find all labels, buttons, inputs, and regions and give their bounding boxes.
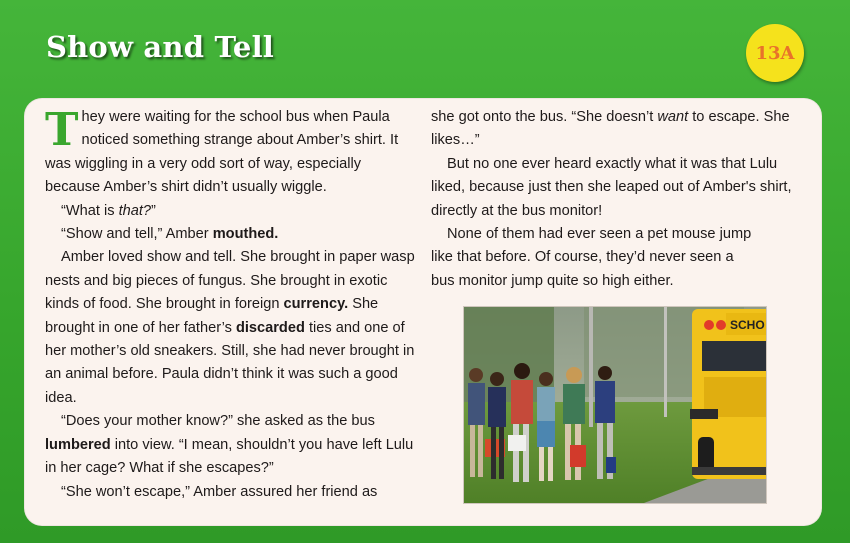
- vocab-currency: currency.: [283, 296, 349, 313]
- paragraph-2-close: ”: [151, 202, 156, 219]
- page-title: Show and Tell: [46, 30, 275, 64]
- school-bus: [690, 309, 766, 479]
- paragraph-7-text-a: she got onto the bus. “She doesn’t: [431, 109, 658, 125]
- paragraph-2-text: “What is: [61, 202, 119, 219]
- paragraph-9-line-2: like that before. Of course, they’d never seen a: [431, 249, 734, 266]
- bus-sign-text: SCHO: [730, 318, 765, 332]
- paragraph-5-text-b: into view. “I mean, shouldn’t you have left Lulu in her cage? What if she escapes?”: [45, 436, 414, 477]
- emphasis-want: want: [657, 109, 689, 125]
- vocab-discarded: discarded: [235, 319, 305, 336]
- lesson-badge: 13A: [746, 24, 804, 82]
- paragraph-4: [45, 246, 420, 410]
- left-column: [45, 103, 420, 504]
- paragraph-4-text-a: Amber loved show and tell. She brought in paper wasp nests and big pieces of fungus. She brought in exotic kinds of food. She brought in foreign: [45, 249, 415, 313]
- paragraph-1: [45, 103, 420, 200]
- paragraph-9-line-1: None of them had ever seen a pet mouse jump: [447, 226, 752, 243]
- paragraph-8: But no one ever heard exactly what it was that Lulu liked, because just then she leaped out of Amber's shirt, directly at the bus monitor!: [431, 155, 792, 219]
- paragraph-1-text: hey were waiting for the school bus when Paula noticed something strange about Amber’s shirt. It was wiggling in a very odd sort of way, especially because Amber’s shirt didn’t usually wiggle.: [45, 109, 399, 196]
- paragraph-4-text-b: She brought in one of her father’s: [45, 296, 379, 336]
- bus-stop-photo: [463, 306, 767, 504]
- paragraph-3: [45, 223, 420, 246]
- paragraph-6: “She won’t escape,” Amber assured her friend as: [61, 483, 378, 500]
- vocab-mouthed: mouthed.: [212, 226, 279, 243]
- paragraph-2: [45, 200, 420, 223]
- right-column: [431, 106, 801, 293]
- paragraph-3-text: “Show and tell,” Amber: [61, 226, 213, 243]
- drop-cap: T: [45, 103, 79, 156]
- paragraph-9-line-3: bus monitor jump quite so high either.: [431, 272, 674, 289]
- paragraph-5-text-a: “Does your mother know?” she asked as the bus: [61, 413, 375, 430]
- emphasis-that: that?: [118, 202, 152, 219]
- paragraph-7-text-b: to escape. She likes…”: [431, 109, 790, 149]
- vocab-lumbered: lumbered: [45, 436, 111, 453]
- paragraph-4-text-c: ties and one of her mother’s old sneakers. Still, she had never brought in an animal before. Paula didn’t think it was such a good idea.: [45, 319, 415, 406]
- paragraph-5: [45, 410, 420, 480]
- paragraph-7: [431, 106, 801, 153]
- paragraph-9: [431, 223, 801, 293]
